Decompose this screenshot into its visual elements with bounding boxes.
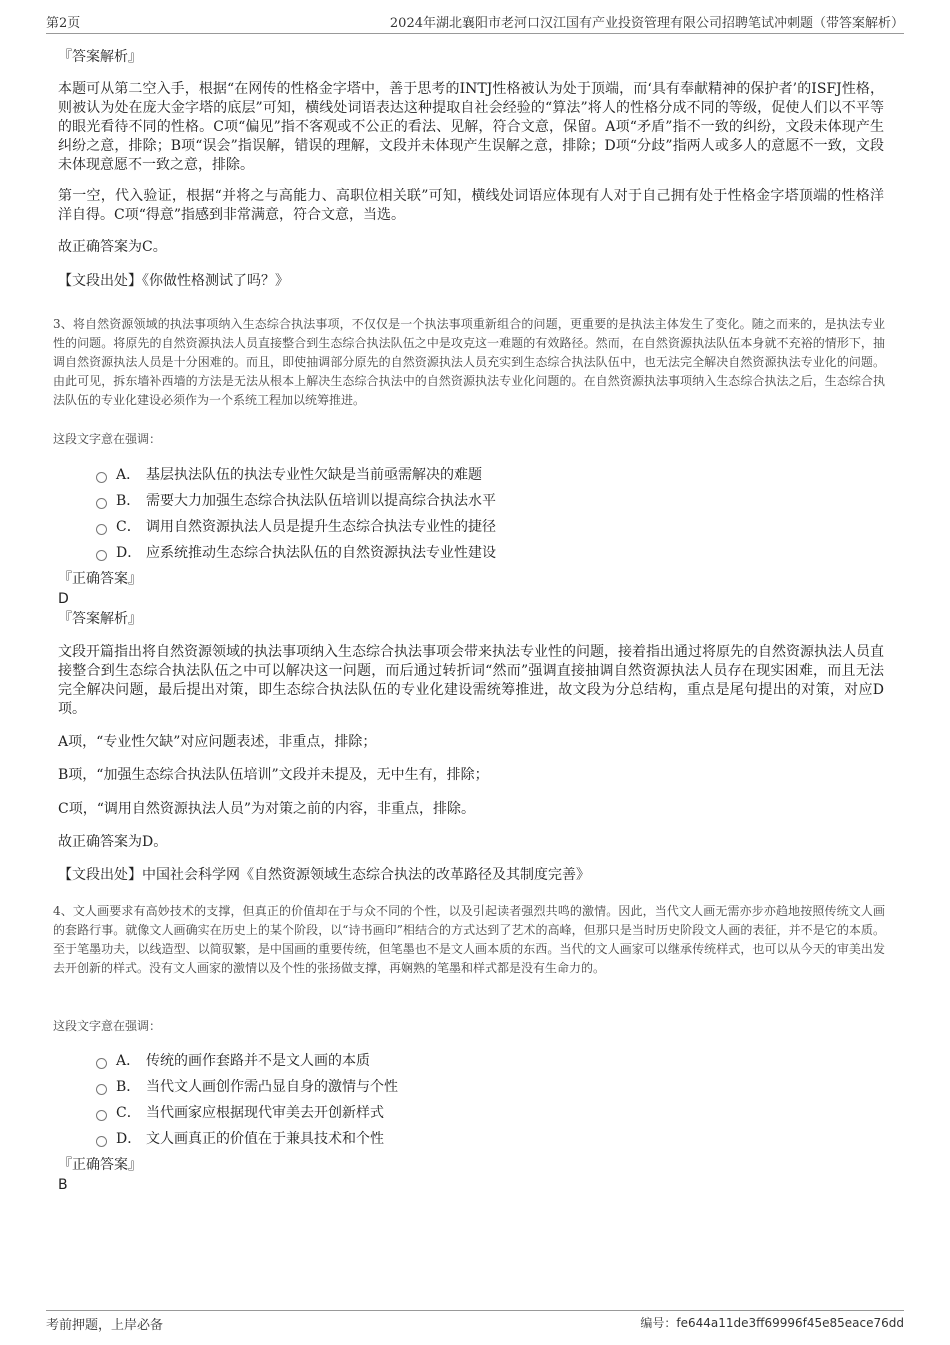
q3-analysis-line-c: C项，“调用自然资源执法人员”为对策之前的内容，非重点，排除。 — [58, 801, 476, 817]
option-letter: B． — [116, 493, 141, 509]
q3-option-c[interactable] — [96, 517, 496, 537]
radio-button-icon[interactable] — [96, 1084, 107, 1095]
option-text: 需要大力加强生态综合执法队伍培训以提高综合执法水平 — [146, 493, 496, 509]
q3-option-a[interactable] — [96, 465, 482, 485]
option-letter: D． — [116, 545, 142, 561]
q2-conclusion: 故正确答案为C。 — [58, 239, 167, 255]
option-text: 调用自然资源执法人员是提升生态综合执法专业性的捷径 — [146, 519, 496, 535]
option-letter: C． — [116, 1105, 141, 1121]
page-number: 第2页 — [46, 16, 81, 31]
option-text: 传统的画作套路并不是文人画的本质 — [146, 1053, 370, 1069]
q2-analysis-label: 『答案解析』 — [58, 49, 142, 65]
q3-analysis-label: 『答案解析』 — [58, 611, 142, 627]
q3-conclusion: 故正确答案为D。 — [58, 834, 168, 850]
radio-button-icon[interactable] — [96, 550, 107, 561]
option-letter: C． — [116, 519, 141, 535]
q2-analysis-para2: 第一空，代入验证，根据“并将之与高能力、高职位相关联”可知，横线处词语应体现有人对于自己拥有处于性格金字塔顶端的性格洋洋自得。C项“得意”指感到非常满意，符合文意，当选。 — [58, 188, 884, 223]
option-letter: D． — [116, 1131, 142, 1147]
option-text: 当代文人画创作需凸显自身的激情与个性 — [146, 1079, 398, 1095]
q3-source: 【文段出处】中国社会科学网《自然资源领域生态综合执法的改革路径及其制度完善》 — [58, 867, 590, 883]
q4-emphasis-prompt: 这段文字意在强调： — [53, 1019, 162, 1033]
option-letter: B． — [116, 1079, 141, 1095]
radio-button-icon[interactable] — [96, 524, 107, 535]
q3-option-b[interactable] — [96, 491, 496, 511]
q3-analysis-para1: 文段开篇指出将自然资源领域的执法事项纳入生态综合执法事项会带来执法专业性的问题，接着指出通过将原先的自然资源执法人员直接整合到生态综合执法队伍之中可以解决这一问题，而后通过转折词“然而”强调直接抽调自然资源执法人员存在现实困难，而且无法完全解决问题，最后提出对策，即生态综合执法队伍的专业化建设需统筹推进，故文段为分总结构，重点是尾句提出的对策，对应D项。 — [58, 644, 884, 717]
q4-answer-label: 『正确答案』 — [58, 1157, 142, 1173]
option-text: 应系统推动生态综合执法队伍的自然资源执法专业性建设 — [146, 545, 496, 561]
q4-option-c[interactable] — [96, 1103, 384, 1123]
page-header — [46, 12, 904, 34]
q3-question-text: 3、将自然资源领域的执法事项纳入生态综合执法事项，不仅仅是一个执法事项重新组合的问题，更重要的是执法主体发生了变化。随之而来的，是执法专业性的问题。将原先的自然资源执法人员直接整合到生态综合执法队伍之中是攻克这一难题的有效路径。然而，在自然资源执法队伍本身就不充裕的情形下，抽调自然资源执法人员是十分困难的。而且，即使抽调部分原先的自然资源执法人员充实到生态综合执法队伍中，也无法完全解决自然资源执法专业化的问题。由此可见，拆东墙补西墙的方法是无法从根本上解决生态综合执法中的自然资源执法专业化问题的。在自然资源执法事项纳入生态综合执法之后，生态综合执法队伍的专业化建设必须作为一个系统工程加以统筹推进。 — [53, 317, 885, 407]
radio-button-icon[interactable] — [96, 472, 107, 483]
q4-option-d[interactable] — [96, 1129, 384, 1149]
q3-analysis-line-b: B项，“加强生态综合执法队伍培训”文段并未提及，无中生有，排除； — [58, 767, 489, 783]
option-text: 当代画家应根据现代审美去开创新样式 — [146, 1105, 384, 1121]
q3-analysis-line-a: A项，“专业性欠缺”对应问题表述，非重点，排除； — [58, 734, 377, 750]
q3-answer: D — [58, 591, 69, 607]
q3-answer-label: 『正确答案』 — [58, 571, 142, 587]
q4-answer: B — [58, 1177, 68, 1193]
document-title: 2024年湖北襄阳市老河口汉江国有产业投资管理有限公司招聘笔试冲刺题（带答案解析） — [389, 16, 904, 31]
q4-option-a[interactable] — [96, 1051, 370, 1071]
option-letter: A． — [116, 1053, 141, 1069]
radio-button-icon[interactable] — [96, 1136, 107, 1147]
q3-emphasis-prompt: 这段文字意在强调： — [53, 432, 162, 446]
option-letter: A． — [116, 467, 141, 483]
option-text: 基层执法队伍的执法专业性欠缺是当前亟需解决的难题 — [146, 467, 482, 483]
q4-option-b[interactable] — [96, 1077, 398, 1097]
q3-option-d[interactable] — [96, 543, 496, 563]
document-serial: 编号：fe644a11de3ff69996f45e85eace76dd — [640, 1316, 904, 1330]
q2-source: 【文段出处】《你做性格测试了吗？》 — [58, 273, 289, 289]
page-footer — [46, 1310, 904, 1333]
q4-question-text: 4、文人画要求有高妙技术的支撑，但真正的价值却在于与众不同的个性，以及引起读者强烈共鸣的激情。因此，当代文人画无需亦步亦趋地按照传统文人画的套路行事。就像文人画确实在历史上的某个阶段，以“诗书画印”相结合的方式达到了艺术的高峰，但那只是当时历史阶段文人画的表征，并不是它的本质。至于笔墨功夫，以线造型、以简驭繁，是中国画的重要传统，但笔墨也不是文人画本质的东西。当代的文人画家可以继承传统样式，也可以从今天的审美出发去开创新的样式。没有文人画家的激情以及个性的张扬做支撑，再娴熟的笔墨和样式都是没有生命力的。 — [53, 904, 885, 975]
radio-button-icon[interactable] — [96, 498, 107, 509]
option-text: 文人画真正的价值在于兼具技术和个性 — [146, 1131, 384, 1147]
q2-analysis-para1: 本题可从第二空入手，根据“在网传的性格金字塔中，善于思考的INTJ性格被认为处于顶端，而‘具有奉献精神的保护者’的ISFJ性格，则被认为处在庞大金字塔的底层”可知，横线处词语表达这种提取自社会经验的“算法”将人的性格分成不同的等级，促使人们以不平等的眼光看待不同的性格。C项“偏见”指不客观或不公正的看法、见解，符合文意，保留。A项“矛盾”指不一致的纠纷，文段未体现产生纠纷之意，排除；B项“误会”指误解，错误的理解，文段并未体现产生误解之意，排除；D项“分歧”指两人或多人的意愿不一致，文段未体现意愿不一致之意，排除。 — [58, 81, 884, 173]
radio-button-icon[interactable] — [96, 1058, 107, 1069]
footer-slogan: 考前押题，上岸必备 — [46, 1318, 164, 1333]
radio-button-icon[interactable] — [96, 1110, 107, 1121]
